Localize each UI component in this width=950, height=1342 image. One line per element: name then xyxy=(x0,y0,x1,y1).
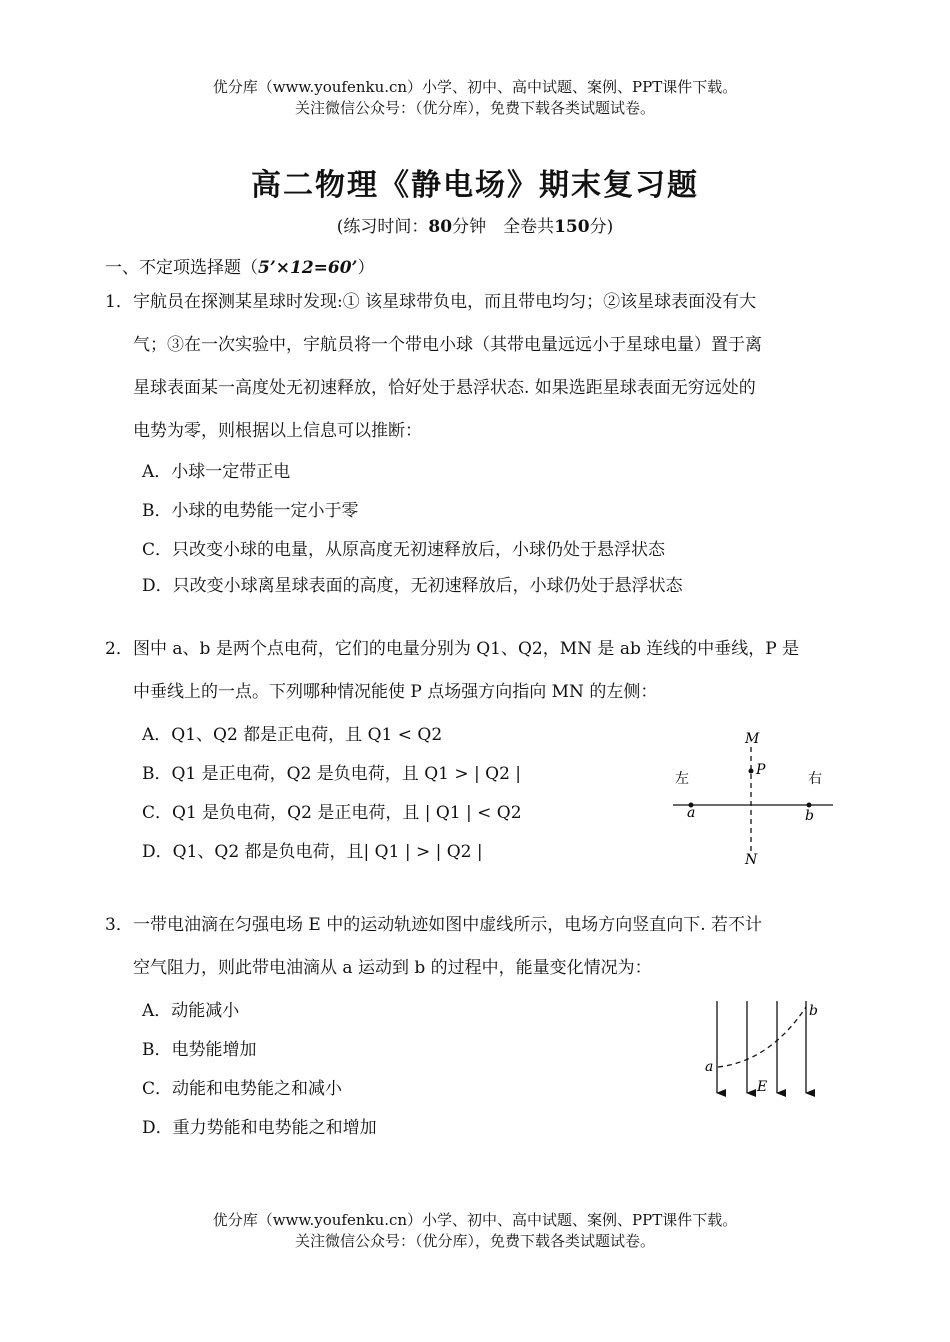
question-2-option-a: A．Q1、Q2 都是正电荷，且 Q1 < Q2 xyxy=(142,725,443,745)
question-1-line-1: 宇航员在探测某星球时发现:① 该星球带负电，而且带电均匀；②该星球表面没有大 xyxy=(133,292,757,312)
question-3-option-c: C．动能和电势能之和减小 xyxy=(142,1079,343,1099)
question-3-option-b: B．电势能增加 xyxy=(142,1040,257,1060)
question-3-line-2: 空气阻力，则此带电油滴从 a 运动到 b 的过程中，能量变化情况为： xyxy=(133,958,652,978)
footer-line-1: 优分库（www.youfenku.cn）小学、初中、高中试题、案例、PPT课件下载。 xyxy=(212,1211,738,1229)
question-1-option-a: A．小球一定带正电 xyxy=(142,462,291,482)
point-b xyxy=(807,803,812,808)
page-footer xyxy=(0,1210,950,1252)
header-line-2: 关注微信公众号：（优分库），免费下载各类试题试卷。 xyxy=(294,99,655,117)
question-2-option-b: B．Q1 是正电荷，Q2 是负电荷，且 Q1 > | Q2 | xyxy=(142,764,522,784)
point-p xyxy=(749,769,754,774)
question-1 xyxy=(105,281,850,453)
question-1-option-b: B．小球的电势能一定小于零 xyxy=(142,501,359,521)
section-close: ） xyxy=(357,258,375,278)
label-n: N xyxy=(745,852,758,868)
question-3-option-a: A．动能减小 xyxy=(142,1001,240,1021)
question-3-option-d: D．重力势能和电势能之和增加 xyxy=(142,1118,377,1138)
subtitle-prefix: (练习时间： xyxy=(336,217,429,237)
question-2-line-1: 图中 a、b 是两个点电荷，它们的电量分别为 Q1、Q2，MN 是 ab 连线的中垂线，P 是 xyxy=(133,639,800,659)
question-3-number: 3． xyxy=(105,915,133,935)
page-header xyxy=(0,77,950,119)
subtitle-score: 150 xyxy=(554,217,590,237)
question-3-line-1: 一带电油滴在匀强电场 E 中的运动轨迹如图中虚线所示，电场方向竖直向下. 若不计 xyxy=(133,915,763,935)
label-b: b xyxy=(805,808,814,824)
question-3-figure xyxy=(700,995,830,1100)
label-e: E xyxy=(757,1079,768,1095)
question-2-option-d: D．Q1、Q2 都是负电荷，且| Q1 | > | Q2 | xyxy=(142,842,483,862)
trajectory-dashed xyxy=(718,1007,806,1067)
question-2-number: 2． xyxy=(105,639,133,659)
section-label: 一、不定项选择题（ xyxy=(105,258,258,278)
question-1-option-d: D．只改变小球离星球表面的高度，无初速释放后，小球仍处于悬浮状态 xyxy=(142,576,683,596)
header-line-1: 优分库（www.youfenku.cn）小学、初中、高中试题、案例、PPT课件下载。 xyxy=(212,78,738,96)
page-title: 高二物理《静电场》期末复习题 xyxy=(251,168,699,203)
section-score: 5’×12=60’ xyxy=(258,258,358,278)
subtitle-mid: 分钟 全卷共 xyxy=(452,217,555,237)
section-heading xyxy=(105,253,374,278)
question-1-line-4: 电势为零，则根据以上信息可以推断： xyxy=(133,421,422,441)
label-m: M xyxy=(745,731,760,747)
question-2 xyxy=(105,628,850,714)
footer-line-2: 关注微信公众号：（优分库），免费下载各类试题试卷。 xyxy=(294,1232,655,1250)
question-2-figure xyxy=(665,725,845,870)
label-b: b xyxy=(809,1003,818,1019)
question-2-line-2: 中垂线上的一点。下列哪种情况能使 P 点场强方向指向 MN 的左侧： xyxy=(133,682,658,702)
subtitle xyxy=(0,212,950,237)
question-1-line-2: 气；③在一次实验中，宇航员将一个带电小球（其带电量远远小于星球电量）置于离 xyxy=(133,335,762,355)
label-left: 左 xyxy=(675,771,689,787)
question-2-option-c: C．Q1 是负电荷，Q2 是正电荷，且 | Q1 | < Q2 xyxy=(142,803,522,823)
label-right: 右 xyxy=(808,771,822,787)
label-a: a xyxy=(705,1059,714,1075)
question-3 xyxy=(105,904,850,990)
label-a: a xyxy=(687,805,696,821)
label-p: P xyxy=(756,762,766,778)
question-1-line-3: 星球表面某一高度处无初速释放，恰好处于悬浮状态. 如果选距星球表面无穷远处的 xyxy=(133,378,756,398)
subtitle-suffix: 分) xyxy=(589,217,614,237)
question-1-number: 1． xyxy=(105,292,133,312)
subtitle-time: 80 xyxy=(428,217,453,237)
question-1-option-c: C．只改变小球的电量，从原高度无初速释放后，小球仍处于悬浮状态 xyxy=(142,540,666,560)
